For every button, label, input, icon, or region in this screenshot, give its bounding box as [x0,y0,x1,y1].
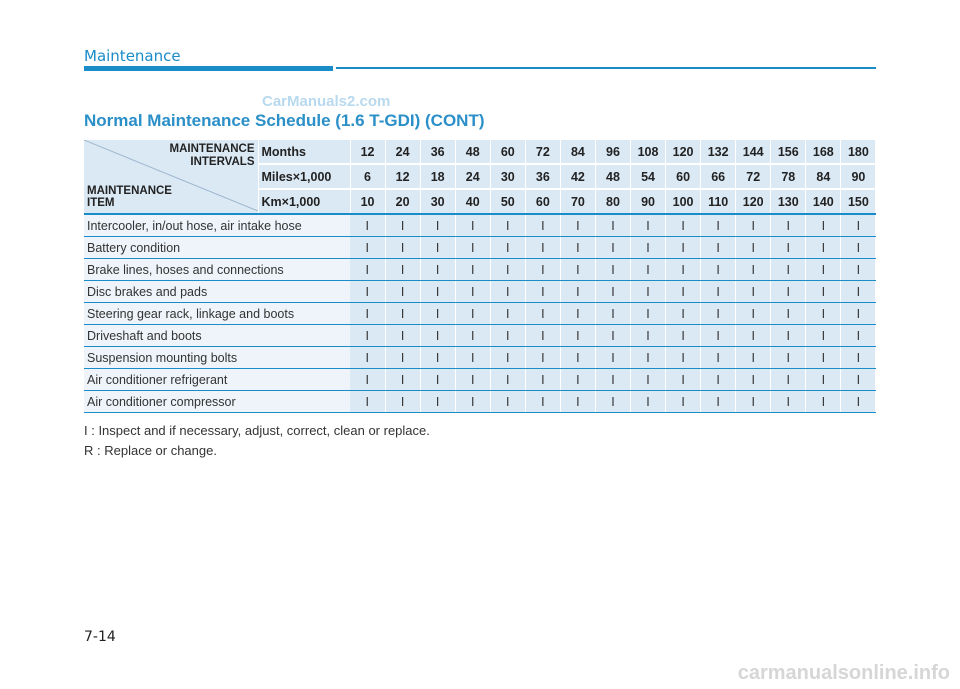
schedule-cell: I [490,259,525,281]
corner-bottom-line2: ITEM [87,197,115,209]
maintenance-item-name: Brake lines, hoses and connections [84,259,350,281]
miles-interval-cell: 24 [455,164,490,189]
schedule-cell: I [771,391,806,413]
schedule-cell: I [525,391,560,413]
schedule-cell: I [350,369,385,391]
schedule-cell: I [560,259,595,281]
schedule-cell: I [420,303,455,325]
schedule-cell: I [701,325,736,347]
months-label: Months [258,140,350,164]
maintenance-item-name: Suspension mounting bolts [84,347,350,369]
km-interval-cell: 20 [385,189,420,214]
schedule-cell: I [350,303,385,325]
schedule-cell: I [525,281,560,303]
schedule-cell: I [560,303,595,325]
km-interval-cell: 80 [595,189,630,214]
schedule-cell: I [771,347,806,369]
schedule-cell: I [806,214,841,237]
schedule-cell: I [736,391,771,413]
km-label: Km×1,000 [258,189,350,214]
watermark-bottom: carmanualsonline.info [737,662,950,684]
schedule-cell: I [841,214,876,237]
months-interval-cell: 168 [806,140,841,164]
schedule-cell: I [631,214,666,237]
schedule-cell: I [560,325,595,347]
schedule-cell: I [841,391,876,413]
months-interval-cell: 144 [736,140,771,164]
miles-interval-cell: 78 [771,164,806,189]
schedule-cell: I [455,214,490,237]
schedule-cell: I [631,237,666,259]
schedule-cell: I [490,281,525,303]
schedule-cell: I [385,237,420,259]
schedule-cell: I [525,347,560,369]
km-interval-cell: 70 [560,189,595,214]
schedule-cell: I [385,391,420,413]
maintenance-item-name: Steering gear rack, linkage and boots [84,303,350,325]
schedule-cell: I [806,237,841,259]
schedule-cell: I [736,347,771,369]
schedule-cell: I [771,237,806,259]
schedule-cell: I [736,281,771,303]
miles-interval-cell: 90 [841,164,876,189]
km-interval-cell: 10 [350,189,385,214]
months-interval-cell: 180 [841,140,876,164]
schedule-cell: I [595,303,630,325]
months-interval-cell: 36 [420,140,455,164]
schedule-cell: I [666,325,701,347]
table-row [84,303,876,325]
schedule-cell: I [631,259,666,281]
schedule-cell: I [490,369,525,391]
km-interval-cell: 40 [455,189,490,214]
schedule-cell: I [560,237,595,259]
miles-interval-cell: 18 [420,164,455,189]
schedule-cell: I [666,281,701,303]
schedule-cell: I [420,237,455,259]
months-interval-cell: 156 [771,140,806,164]
miles-interval-cell: 42 [560,164,595,189]
schedule-cell: I [736,303,771,325]
schedule-cell: I [701,214,736,237]
schedule-cell: I [350,281,385,303]
schedule-cell: I [560,214,595,237]
km-interval-cell: 100 [666,189,701,214]
schedule-cell: I [525,214,560,237]
schedule-cell: I [455,259,490,281]
schedule-cell: I [736,214,771,237]
schedule-cell: I [736,325,771,347]
schedule-cell: I [595,214,630,237]
table-row [84,214,876,237]
schedule-cell: I [841,303,876,325]
table-row [84,259,876,281]
schedule-cell: I [455,347,490,369]
schedule-cell: I [666,259,701,281]
schedule-cell: I [631,325,666,347]
corner-top-line1: MAINTENANCE [169,143,255,155]
maintenance-schedule-table [84,140,876,413]
schedule-cell: I [455,303,490,325]
maintenance-item-name: Air conditioner compressor [84,391,350,413]
km-interval-cell: 110 [701,189,736,214]
schedule-cell: I [701,303,736,325]
table-row [84,347,876,369]
schedule-cell: I [806,369,841,391]
schedule-cell: I [595,369,630,391]
months-row [84,140,876,164]
months-interval-cell: 72 [525,140,560,164]
schedule-cell: I [525,303,560,325]
maintenance-item-name: Disc brakes and pads [84,281,350,303]
schedule-cell: I [420,214,455,237]
corner-top-line2: INTERVALS [190,156,255,168]
legend-inspect: I : Inspect and if necessary, adjust, correct, clean or replace. [84,423,430,438]
miles-interval-cell: 12 [385,164,420,189]
schedule-cell: I [525,369,560,391]
months-interval-cell: 120 [666,140,701,164]
schedule-cell: I [771,281,806,303]
corner-bottom-line1: MAINTENANCE [87,185,172,197]
months-interval-cell: 96 [595,140,630,164]
km-interval-cell: 90 [631,189,666,214]
header-rule-thin [336,67,876,69]
schedule-cell: I [560,281,595,303]
schedule-cell: I [701,259,736,281]
months-interval-cell: 48 [455,140,490,164]
miles-interval-cell: 66 [701,164,736,189]
miles-interval-cell: 84 [806,164,841,189]
schedule-cell: I [666,347,701,369]
schedule-cell: I [631,369,666,391]
schedule-cell: I [490,237,525,259]
schedule-cell: I [806,325,841,347]
schedule-cell: I [420,369,455,391]
schedule-cell: I [385,303,420,325]
page-title: Normal Maintenance Schedule (1.6 T-GDI) (CONT) [84,111,485,130]
schedule-cell: I [595,281,630,303]
schedule-cell: I [841,281,876,303]
schedule-cell: I [350,325,385,347]
table-row [84,237,876,259]
schedule-cell: I [595,347,630,369]
schedule-cell: I [631,281,666,303]
schedule-cell: I [771,369,806,391]
km-interval-cell: 50 [490,189,525,214]
km-interval-cell: 30 [420,189,455,214]
table-row [84,391,876,413]
schedule-cell: I [806,303,841,325]
schedule-cell: I [385,325,420,347]
months-interval-cell: 60 [490,140,525,164]
schedule-cell: I [806,259,841,281]
schedule-cell: I [490,214,525,237]
schedule-cell: I [420,347,455,369]
schedule-cell: I [666,237,701,259]
schedule-cell: I [595,237,630,259]
schedule-cell: I [736,237,771,259]
schedule-cell: I [350,214,385,237]
miles-label: Miles×1,000 [258,164,350,189]
maintenance-item-name: Driveshaft and boots [84,325,350,347]
schedule-cell: I [455,369,490,391]
months-interval-cell: 108 [631,140,666,164]
schedule-cell: I [771,303,806,325]
months-interval-cell: 24 [385,140,420,164]
km-interval-cell: 130 [771,189,806,214]
schedule-cell: I [560,369,595,391]
schedule-cell: I [666,391,701,413]
schedule-cell: I [841,325,876,347]
km-interval-cell: 60 [525,189,560,214]
schedule-cell: I [736,259,771,281]
schedule-cell: I [666,214,701,237]
schedule-cell: I [841,259,876,281]
schedule-cell: I [560,347,595,369]
schedule-cell: I [666,303,701,325]
schedule-cell: I [455,325,490,347]
miles-interval-cell: 72 [736,164,771,189]
schedule-cell: I [455,281,490,303]
section-label: Maintenance [84,47,181,65]
schedule-cell: I [595,259,630,281]
header-rule-thick [84,66,333,71]
schedule-cell: I [420,259,455,281]
table-corner-header [84,140,258,214]
schedule-cell: I [666,369,701,391]
maintenance-item-name: Battery condition [84,237,350,259]
schedule-cell: I [701,347,736,369]
corner-item-label [87,185,172,209]
schedule-cell: I [350,347,385,369]
km-interval-cell: 150 [841,189,876,214]
schedule-cell: I [525,325,560,347]
schedule-cell: I [490,347,525,369]
table-row [84,325,876,347]
maintenance-item-name: Intercooler, in/out hose, air intake hose [84,214,350,237]
schedule-cell: I [806,391,841,413]
schedule-cell: I [560,391,595,413]
schedule-cell: I [420,281,455,303]
schedule-cell: I [841,237,876,259]
miles-interval-cell: 54 [631,164,666,189]
schedule-cell: I [525,237,560,259]
km-interval-cell: 140 [806,189,841,214]
schedule-cell: I [455,237,490,259]
schedule-cell: I [841,347,876,369]
months-interval-cell: 12 [350,140,385,164]
miles-interval-cell: 48 [595,164,630,189]
corner-intervals-label [170,143,255,169]
miles-interval-cell: 60 [666,164,701,189]
schedule-cell: I [841,369,876,391]
legend-replace: R : Replace or change. [84,443,217,458]
miles-interval-cell: 36 [525,164,560,189]
schedule-cell: I [806,347,841,369]
schedule-cell: I [701,391,736,413]
schedule-cell: I [631,347,666,369]
months-interval-cell: 84 [560,140,595,164]
schedule-cell: I [350,237,385,259]
schedule-cell: I [701,281,736,303]
schedule-cell: I [736,369,771,391]
schedule-cell: I [595,391,630,413]
schedule-cell: I [385,281,420,303]
table-row [84,369,876,391]
months-interval-cell: 132 [701,140,736,164]
miles-interval-cell: 6 [350,164,385,189]
km-interval-cell: 120 [736,189,771,214]
schedule-cell: I [595,325,630,347]
schedule-cell: I [771,259,806,281]
schedule-cell: I [701,369,736,391]
schedule-cell: I [350,391,385,413]
schedule-cell: I [631,391,666,413]
schedule-cell: I [385,259,420,281]
schedule-cell: I [525,259,560,281]
schedule-cell: I [385,347,420,369]
maintenance-item-name: Air conditioner refrigerant [84,369,350,391]
schedule-cell: I [771,214,806,237]
schedule-cell: I [385,214,420,237]
schedule-cell: I [350,259,385,281]
schedule-cell: I [490,303,525,325]
schedule-cell: I [385,369,420,391]
schedule-cell: I [631,303,666,325]
schedule-cell: I [806,281,841,303]
watermark-top: CarManuals2.com [262,93,391,110]
table-row [84,281,876,303]
schedule-cell: I [490,391,525,413]
schedule-cell: I [701,237,736,259]
schedule-cell: I [455,391,490,413]
schedule-cell: I [420,325,455,347]
schedule-cell: I [771,325,806,347]
page-number: 7-14 [84,629,116,645]
miles-interval-cell: 30 [490,164,525,189]
schedule-cell: I [420,391,455,413]
schedule-cell: I [490,325,525,347]
